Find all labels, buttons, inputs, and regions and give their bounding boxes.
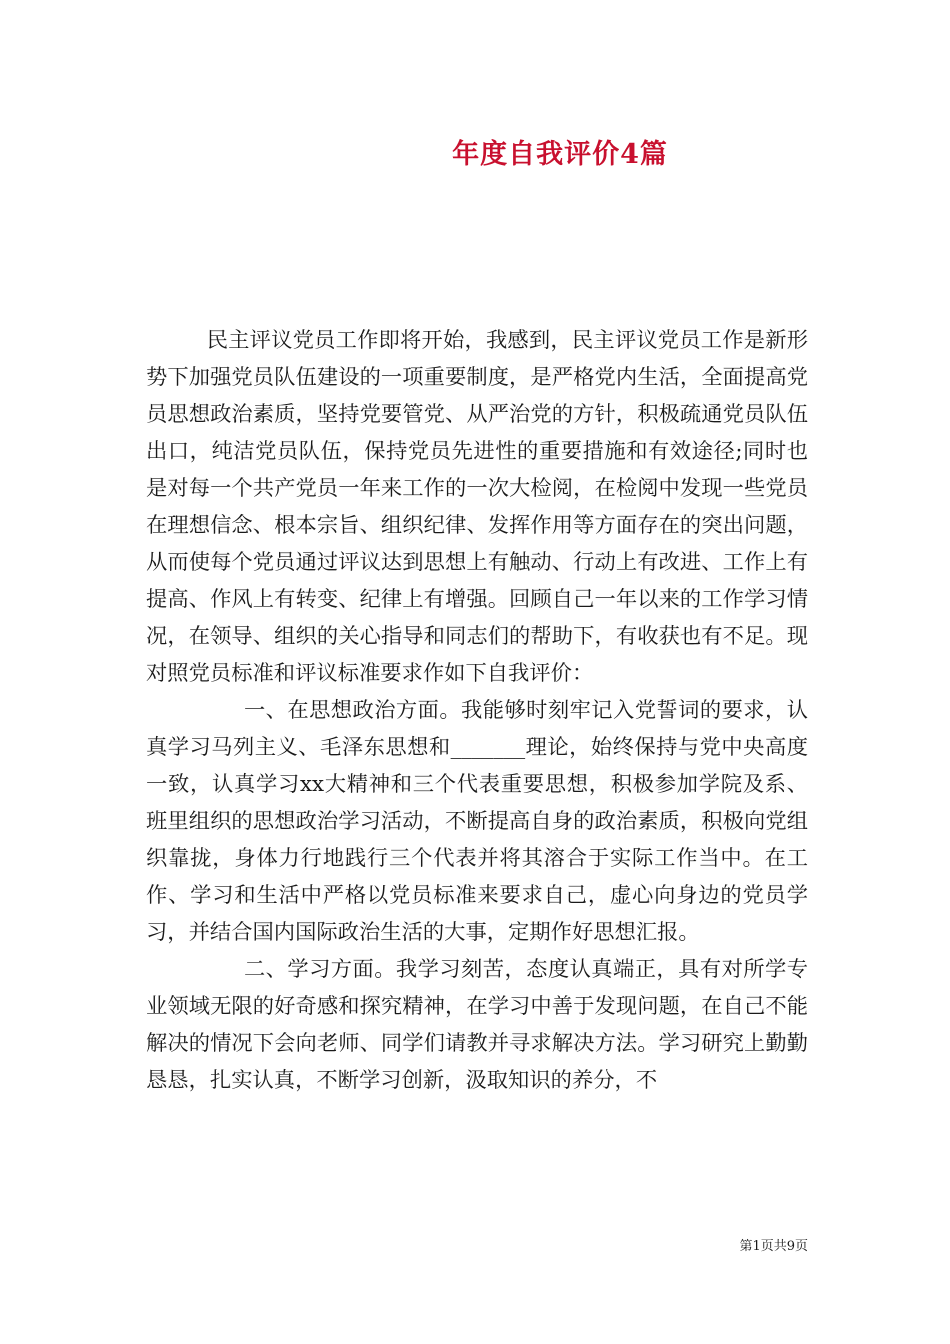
paragraph-political: 一、在思想政治方面。我能够时刻牢记入党誓词的要求，认真学习马列主义、毛泽东思想和_______理论，始终保持与党中央高度一致，认真学习xx大精神和三个代表重要思想，积极参加学院及系、班里组织的思想政治学习活动，不断提高自身的政治素质，积极向党组织靠拢，身体力行地践行三个代表并将其溶合于实际工作当中。在工作、学习和生活中严格以党员标准来要求自己，虚心向身边的党员学习，并结合国内国际政治生活的大事，定期作好思想汇报。 [146, 698, 808, 945]
paragraph-intro: 民主评议党员工作即将开始，我感到，民主评议党员工作是新形势下加强党员队伍建设的一项重要制度，是严格党内生活，全面提高党员思想政治素质，坚持党要管党、从严治党的方针，积极疏通党员队伍出口，纯洁党员队伍，保持党员先进性的重要措施和有效途径;同时也是对每一个共产党员一年来工作的一次大检阅，在检阅中发现一些党员在理想信念、根本宗旨、组织纪律、发挥作用等方面存在的突出问题，从而使每个党员通过评议达到思想上有触动、行动上有改进、工作上有提高、作风上有转变、纪律上有增强。回顾自己一年以来的工作学习情况，在领导、组织的关心指导和同志们的帮助下，有收获也有不足。现对照党员标准和评议标准要求作如下自我评价： [146, 328, 808, 686]
paragraph-study: 二、学习方面。我学习刻苦，态度认真端正，具有对所学专业领域无限的好奇感和探究精神，在学习中善于发现问题，在自己不能解决的情况下会向老师、同学们请教并寻求解决方法。学习研究上勤勤恳恳，扎实认真，不断学习创新，汲取知识的养分，不 [146, 957, 808, 1093]
page-footer: 第1页共9页 [739, 1239, 808, 1254]
document-body [146, 322, 808, 1099]
page-title: 年度自我评价4篇 [452, 139, 668, 170]
